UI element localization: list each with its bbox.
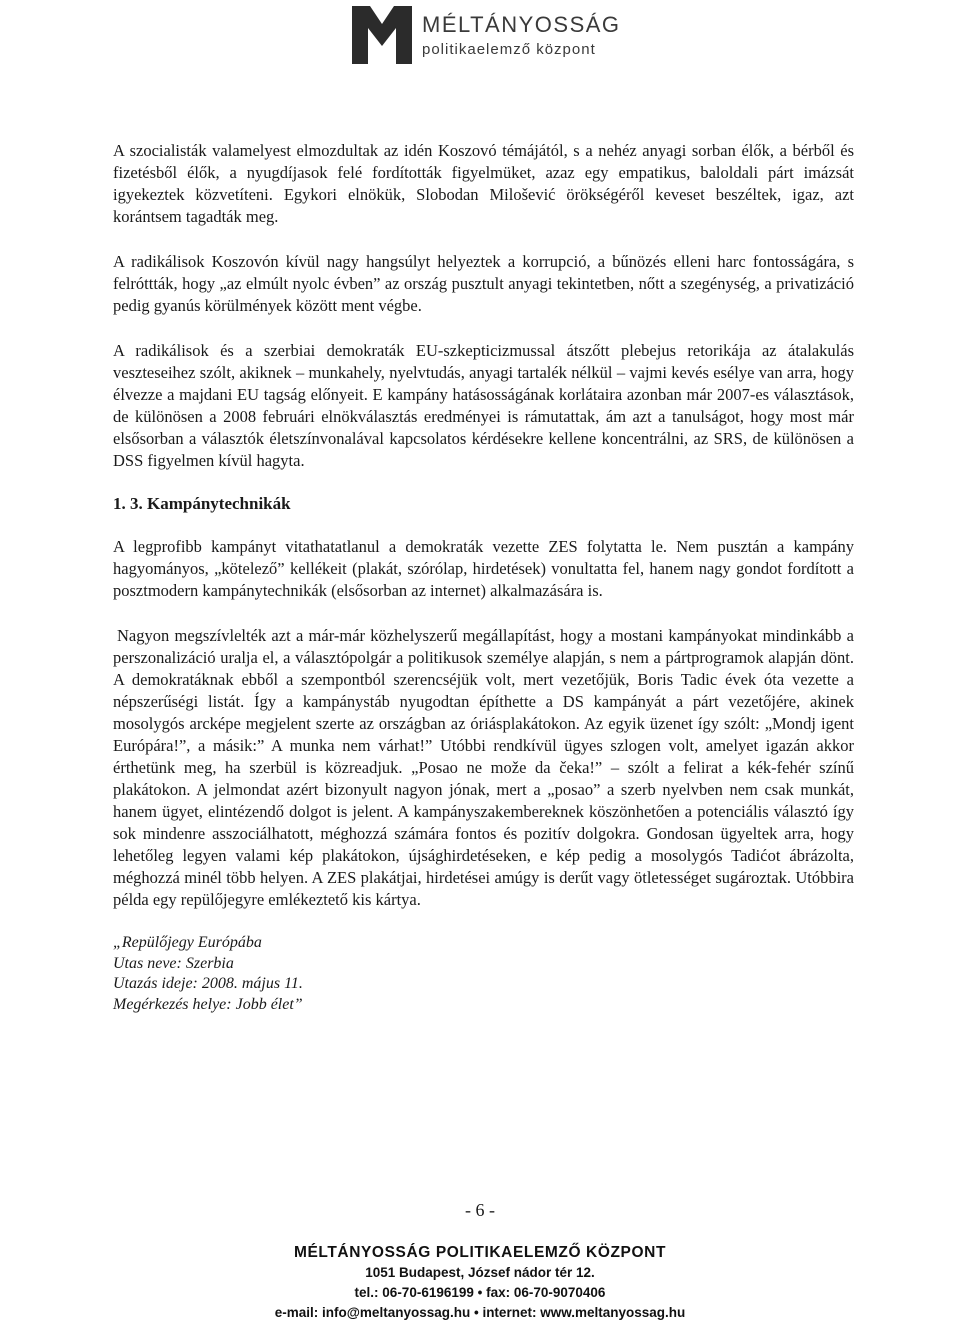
paragraph: A radikálisok és a szerbiai demokraták EU-szkepticizmussal átszőtt plebejus retorikája az átalakulás veszteseihez szólt, akiknek – munkahely, nyelvtudás, anyagi tartalék nélkül – vajmi kevés esélye van arra, hogy élvezze a majdani EU tagság előnyeit. E kampány hatásosságának korlátaira azonban már 2007-es választások, de különösen a 2008 februári elnökválasztás eredményei is rámutattak, ám azt a tanulságot, hogy most már elsősorban a választók életszínvonalával kapcsolatos kérdésekre kellene koncentrálni, az SRS, de különösen a DSS figyelmen kívül hagyta. — [113, 341, 854, 470]
paragraph: A radikálisok Koszovón kívül nagy hangsúlyt helyeztek a korrupció, a bűnözés elleni harc fontosságára, s felróttták, hogy „az elmúlt nyolc évben” az ország pusztult anyagi tekintetben, nőtt a szegénység, a privatizáció pedig gyanús körülmények között ment végbe. — [113, 252, 854, 315]
ticket-line: Utas neve: Szerbia — [113, 954, 234, 972]
ticket-quote — [113, 933, 854, 1015]
ticket-line: Megérkezés helye: Jobb élet” — [113, 995, 303, 1013]
logo-name: MÉLTÁNYOSSÁG — [422, 12, 621, 37]
footer — [0, 1243, 960, 1323]
footer-phone-fax: tel.: 06-70-6196199 • fax: 06-70-9070406 — [354, 1285, 606, 1300]
ticket-line: Utazás ideje: 2008. május 11. — [113, 975, 303, 992]
footer-organization: MÉLTÁNYOSSÁG POLITIKAELEMZŐ KÖZPONT — [293, 1244, 667, 1261]
paragraph: A legprofibb kampányt vitathatatlanul a demokraták vezette ZES folytatta le. Nem pusztán a kampány hagyományos, „kötelező” kellékeit (plakát, szórólap, hirdetések) vonultatta fel, hanem nagy gondot fordított a posztmodern kampánytechnikák (elsősorban az internet) alkalmazására is. — [113, 537, 854, 600]
meltanyossag-logo-mark-icon — [352, 6, 412, 64]
header-logo — [352, 6, 652, 64]
paragraph: A szocialisták valamelyest elmozdultak az idén Koszovó témájától, s a nehéz anyagi sorban élők, a bérből és fizetésből élők, a nyugdíjasok felé fordították figyelmüket, azaz egy empatikus, baloldali párt imázsát igyekeztek közvetíteni. Egykori elnökük, Slobodan Milošević örökségéről keveset beszéltek, igaz, azt korántsem tagadták meg. — [113, 141, 854, 226]
document-body — [113, 140, 854, 1015]
logo-subtitle: politikaelemző központ — [422, 41, 596, 58]
page-number: - 6 - — [465, 1200, 495, 1220]
footer-email-web: e-mail: info@meltanyossag.hu • internet: www.meltanyossag.hu — [274, 1305, 686, 1320]
footer-address: 1051 Budapest, József nádor tér 12. — [365, 1265, 595, 1280]
ticket-line: „Repülőjegy Európába — [113, 934, 262, 951]
section-heading: 1. 3. Kampánytechnikák — [113, 494, 291, 513]
paragraph: Nagyon megszívlelték azt a már-már közhelyszerű megállapítást, hogy a mostani kampányokat mindinkább a perszonalizáció uralja el, a választópolgár a politikusok személye alapján, s nem a pártprogramok alapján dönt. A demokratáknak ebből a szempontból szerencséjük volt, mert vezetőjük, Boris Tadic évek óta vezette a népszerűségi listát. Így a kampánystáb nyugodtan építhette a DS kampányát a párt vezetőjére, akinek mosolygós arcképe megjelent szerte az országban az óriásplakátokon. Az egyik üzenet így szólt: „Mondj igent Európára!”, a másik:” A munka nem várhat!” Utóbbi rendkívül ügyes szlogen volt, amelyet igazán akkor érthetünk meg, ha szerbül is közreadjuk. „Posao ne može da čeka!” – szólt a felirat a kék-fehér színű plakátokon. A jelmondat azért bizonyult nagyon jónak, mert a „posao” a szerb nyelvben nem csak munkát, hanem ügyet, elintézendő dolgot is jelent. A kampányszakembereknek köszönhetően a potenciális választó így sok mindenre asszociálhatott, méghozzá számára fontos és pozitív dolgokra. Gondosan ügyeltek arra, hogy lehetőleg legyen valami kép plakátokon, újsághirdetéseken, e kép pedig a mosolygós Tadićot ábrázolta, méghozzá minél több helyen. A ZES plakátjai, hirdetései amúgy is derűt vagy ötletességet sugároztak. Utóbbira példa egy repülőjegyre emlékeztető kis kártya. — [113, 626, 854, 909]
